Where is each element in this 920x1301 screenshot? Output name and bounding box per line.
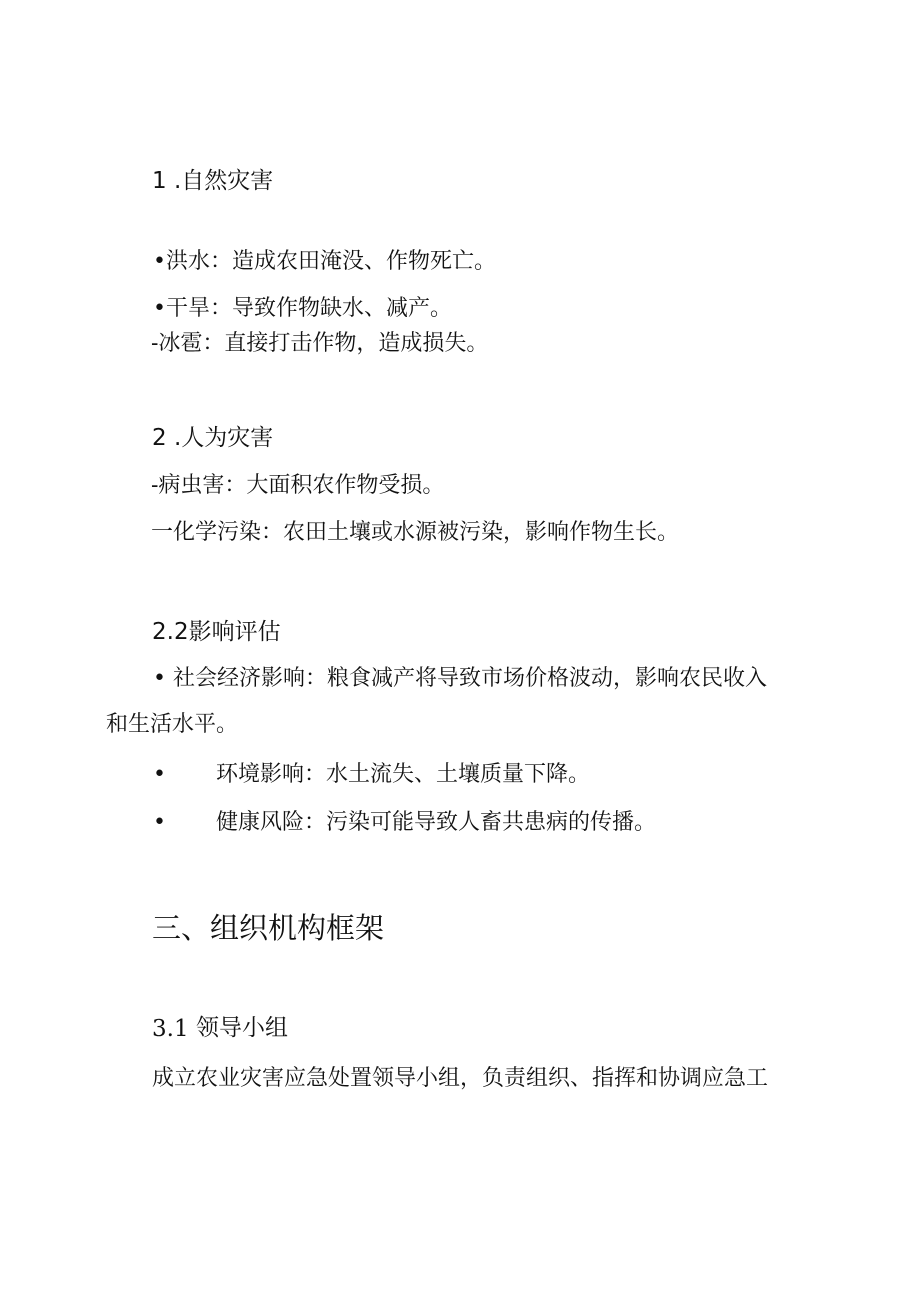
bullet-environment: • [153, 762, 166, 787]
list-item-health: 健康风险：污染可能导致人畜共患病的传播。 [216, 810, 657, 835]
chapter-title-organization: 三、组织机构框架 [152, 911, 385, 945]
list-item-pests: -病虫害：大面积农作物受损。 [151, 473, 445, 498]
section-heading-natural-disasters: 1 .自然灾害 [152, 168, 274, 194]
section-heading-human-disasters: 2 .人为灾害 [152, 425, 274, 451]
section-heading-impact-assessment: 2.2影响评估 [152, 619, 281, 645]
paragraph-leadership-group: 成立农业灾害应急处置领导小组，负责组织、指挥和协调应急工 [152, 1066, 769, 1091]
section-heading-leadership-group: 领导小组 [196, 1015, 288, 1041]
list-item-environment: 环境影响：水土流失、土壤质量下降。 [216, 762, 591, 787]
list-item-flood: •洪水：造成农田淹没、作物死亡。 [153, 249, 496, 274]
list-item-socioeconomic-line1: • 社会经济影响：粮食减产将导致市场价格波动，影响农民收入 [153, 666, 767, 691]
bullet-health: • [153, 810, 166, 835]
section-number-3-1: 3.1 [152, 1016, 189, 1042]
list-item-socioeconomic-line2: 和生活水平。 [106, 712, 239, 737]
list-item-hail: -冰雹：直接打击作物，造成损失。 [151, 331, 489, 356]
list-item-chemical-pollution: 一化学污染：农田土壤或水源被污染，影响作物生长。 [151, 520, 680, 545]
list-item-drought: •干旱：导致作物缺水、减产。 [153, 296, 452, 321]
